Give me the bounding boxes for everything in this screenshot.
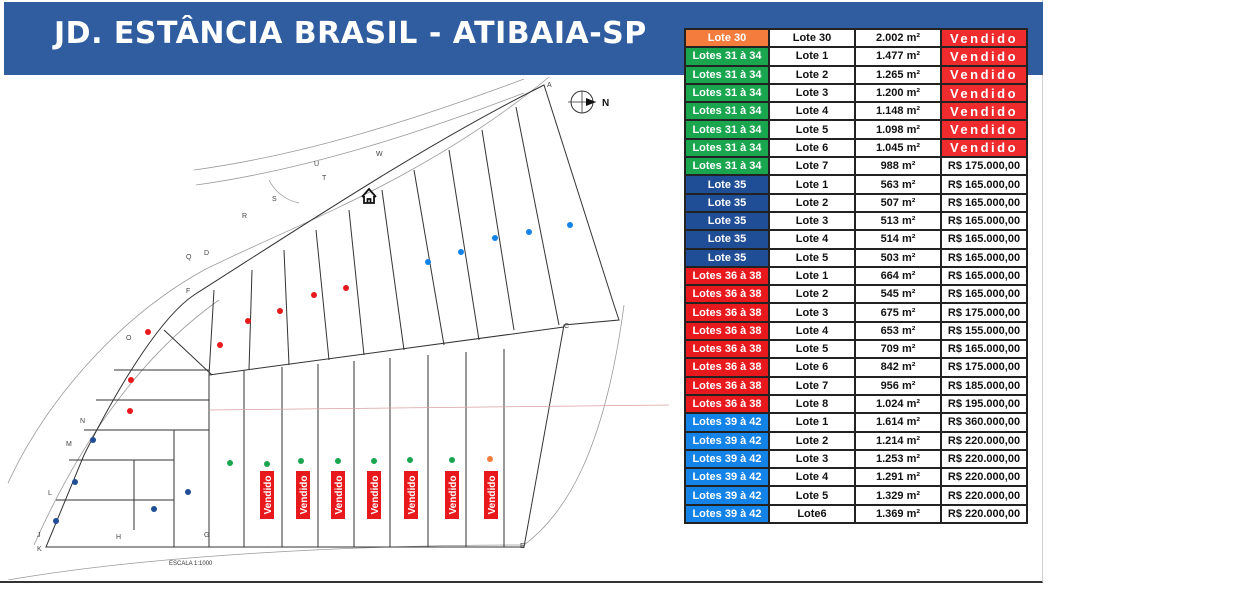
lot-price-cell: R$ 220.000,00	[941, 486, 1027, 504]
table-row	[685, 139, 1027, 157]
lot-group-cell: Lotes 36 à 38	[685, 285, 769, 303]
lot-marker-dot	[72, 479, 78, 485]
lot-area-cell: 1.098 m²	[855, 120, 941, 138]
lot-line	[349, 210, 364, 355]
lot-marker-dot	[90, 437, 96, 443]
lot-number-cell: Lote 1	[769, 413, 855, 431]
lot-number-cell: Lote 7	[769, 157, 855, 175]
sold-status-cell: Vendido	[941, 47, 1027, 65]
table-row	[685, 450, 1027, 468]
lot-number-cell: Lote 3	[769, 84, 855, 102]
sold-status-cell: Vendido	[941, 102, 1027, 120]
lot-price-cell: R$ 175.000,00	[941, 358, 1027, 376]
table-row	[685, 486, 1027, 504]
lot-area-cell: 1.265 m²	[855, 66, 941, 84]
lot-group-cell: Lote 35	[685, 212, 769, 230]
sold-badge	[367, 471, 381, 519]
sold-badge	[484, 471, 498, 519]
table-row	[685, 157, 1027, 175]
sold-badge	[404, 471, 418, 519]
lot-marker-dot	[311, 292, 317, 298]
lot-price-cell: R$ 220.000,00	[941, 505, 1027, 523]
corner-letter-e: E	[520, 543, 525, 550]
lot-area-cell: 545 m²	[855, 285, 941, 303]
lot-line	[209, 290, 214, 375]
sold-badge	[260, 471, 274, 519]
lot-area-cell: 2.002 m²	[855, 29, 941, 47]
corner-letter-j: J	[37, 532, 41, 539]
lot-number-cell: Lote 3	[769, 450, 855, 468]
lot-area-cell: 709 m²	[855, 340, 941, 358]
sold-status-cell: Vendido	[941, 29, 1027, 47]
lot-area-cell: 503 m²	[855, 249, 941, 267]
lot-marker-dot	[526, 229, 532, 235]
lot-number-cell: Lote 2	[769, 194, 855, 212]
lot-line	[164, 330, 212, 375]
corner-letter-h: H	[116, 534, 122, 541]
lot-group-cell: Lotes 36 à 38	[685, 267, 769, 285]
lot-number-cell: Lote 5	[769, 120, 855, 138]
table-row	[685, 358, 1027, 376]
lot-group-cell: Lotes 39 à 42	[685, 486, 769, 504]
table-row	[685, 249, 1027, 267]
corner-letter-q: Q	[186, 254, 192, 261]
lot-area-cell: 1.045 m²	[855, 139, 941, 157]
lot-marker-dot	[425, 259, 431, 265]
lot-number-cell: Lote 5	[769, 340, 855, 358]
lot-group-cell: Lotes 39 à 42	[685, 505, 769, 523]
sold-badge-label: Vendido	[334, 475, 345, 515]
lot-area-cell: 675 m²	[855, 303, 941, 321]
lot-number-cell: Lote 1	[769, 175, 855, 193]
lot-area-cell: 1.214 m²	[855, 432, 941, 450]
lot-area-cell: 1.024 m²	[855, 395, 941, 413]
lot-number-cell: Lote 8	[769, 395, 855, 413]
lot-group-cell: Lotes 39 à 42	[685, 432, 769, 450]
lot-area-cell: 507 m²	[855, 194, 941, 212]
corner-letter-a: A	[547, 82, 552, 89]
table-row	[685, 377, 1027, 395]
lot-group-cell: Lotes 31 à 34	[685, 120, 769, 138]
lot-number-cell: Lote 4	[769, 102, 855, 120]
sold-status-cell: Vendido	[941, 84, 1027, 102]
corner-letter-r: R	[242, 213, 248, 220]
lot-area-cell: 1.291 m²	[855, 468, 941, 486]
lot-number-cell: Lote 5	[769, 486, 855, 504]
lot-number-cell: Lote 30	[769, 29, 855, 47]
lot-price-cell: R$ 165.000,00	[941, 230, 1027, 248]
lot-number-cell: Lote 2	[769, 432, 855, 450]
sold-badge-label: Vendido	[407, 475, 418, 515]
lot-group-cell: Lote 35	[685, 194, 769, 212]
lot-price-cell: R$ 220.000,00	[941, 468, 1027, 486]
lot-marker-dot	[487, 456, 493, 462]
street-top-outer	[194, 79, 524, 170]
table-row	[685, 322, 1027, 340]
lot-group-cell: Lotes 31 à 34	[685, 66, 769, 84]
lot-marker-dot	[185, 489, 191, 495]
lot-number-cell: Lote 2	[769, 285, 855, 303]
lot-area-cell: 956 m²	[855, 377, 941, 395]
sold-badge	[331, 471, 345, 519]
lot-marker-dot	[567, 222, 573, 228]
lot-number-cell: Lote 3	[769, 212, 855, 230]
house-icon	[362, 189, 376, 203]
table-row	[685, 175, 1027, 193]
lot-group-cell: Lotes 36 à 38	[685, 395, 769, 413]
sold-badges	[260, 471, 498, 519]
lot-line	[209, 327, 564, 375]
lot-marker-dot	[458, 249, 464, 255]
table-row	[685, 340, 1027, 358]
lot-line	[449, 150, 479, 340]
lot-line	[284, 250, 289, 365]
corner-letter-c: C	[564, 323, 570, 330]
lot-group-cell: Lotes 31 à 34	[685, 157, 769, 175]
lot-price-cell: R$ 360.000,00	[941, 413, 1027, 431]
table-row	[685, 303, 1027, 321]
table-row	[685, 395, 1027, 413]
corner-letter-o: O	[126, 335, 132, 342]
lot-group-cell: Lotes 39 à 42	[685, 468, 769, 486]
lot-area-cell: 1.477 m²	[855, 47, 941, 65]
lot-group-cell: Lotes 36 à 38	[685, 377, 769, 395]
lot-marker-dot	[245, 318, 251, 324]
lot-area-cell: 513 m²	[855, 212, 941, 230]
table-row	[685, 84, 1027, 102]
corner-letter-t: T	[322, 175, 327, 182]
lot-group-cell: Lotes 31 à 34	[685, 102, 769, 120]
corner-letter-d: D	[204, 250, 210, 257]
corner-letter-g: G	[204, 532, 210, 539]
lot-group-cell: Lote 30	[685, 29, 769, 47]
north-arrow-icon	[568, 91, 609, 113]
lot-line	[382, 190, 404, 350]
lot-number-cell: Lote 2	[769, 66, 855, 84]
table-row	[685, 212, 1027, 230]
table-row	[685, 194, 1027, 212]
lot-area-cell: 514 m²	[855, 230, 941, 248]
street-top-line	[196, 93, 524, 185]
lot-marker-dot	[449, 457, 455, 463]
corner-letter-s: S	[272, 196, 277, 203]
sold-badge-label: Vendido	[263, 475, 274, 515]
page-title: JD. ESTÂNCIA BRASIL - ATIBAIA-SP	[54, 16, 647, 51]
lot-price-cell: R$ 165.000,00	[941, 194, 1027, 212]
sold-badge	[445, 471, 459, 519]
lot-group-cell: Lotes 36 à 38	[685, 358, 769, 376]
table-row	[685, 66, 1027, 84]
lot-area-cell: 988 m²	[855, 157, 941, 175]
lot-price-cell: R$ 155.000,00	[941, 322, 1027, 340]
corner-letter-k: K	[37, 546, 42, 553]
lot-area-cell: 1.614 m²	[855, 413, 941, 431]
lot-line	[516, 107, 559, 325]
lot-marker-dot	[227, 460, 233, 466]
lot-price-cell: R$ 175.000,00	[941, 303, 1027, 321]
lot-group-cell: Lotes 39 à 42	[685, 450, 769, 468]
corner-letter-l: L	[48, 490, 52, 497]
table-row	[685, 285, 1027, 303]
lot-area-cell: 1.369 m²	[855, 505, 941, 523]
scale-label: ESCALA 1:1000	[169, 561, 213, 567]
lot-area-cell: 1.148 m²	[855, 102, 941, 120]
lot-group-cell: Lotes 31 à 34	[685, 84, 769, 102]
corner-letter-w: W	[376, 151, 383, 158]
table-row	[685, 230, 1027, 248]
lot-group-cell: Lotes 36 à 38	[685, 322, 769, 340]
lot-number-cell: Lote 7	[769, 377, 855, 395]
lot-number-cell: Lote 1	[769, 47, 855, 65]
table-row	[685, 47, 1027, 65]
corner-letter-n: N	[80, 418, 86, 425]
table-row	[685, 29, 1027, 47]
lot-price-cell: R$ 165.000,00	[941, 175, 1027, 193]
lot-line	[316, 230, 329, 360]
lot-area-cell: 842 m²	[855, 358, 941, 376]
lot-group-cell: Lotes 36 à 38	[685, 303, 769, 321]
lot-number-cell: Lote 4	[769, 468, 855, 486]
table-row	[685, 120, 1027, 138]
lot-marker-dot	[277, 308, 283, 314]
lot-number-cell: Lote 3	[769, 303, 855, 321]
sold-badge-label: Vendido	[487, 475, 498, 515]
corner-letter-u: U	[314, 161, 320, 168]
lot-marker-dot	[127, 408, 133, 414]
lot-area-cell: 1.253 m²	[855, 450, 941, 468]
lot-area-cell: 653 m²	[855, 322, 941, 340]
sold-badge-label: Vendido	[299, 475, 310, 515]
north-label: N	[602, 98, 610, 109]
price-table-wrapper	[684, 28, 1028, 524]
lot-price-cell: R$ 195.000,00	[941, 395, 1027, 413]
lot-number-cell: Lote 4	[769, 322, 855, 340]
lot-line	[482, 130, 514, 330]
table-row	[685, 432, 1027, 450]
lot-marker-dot	[407, 457, 413, 463]
lot-price-cell: R$ 220.000,00	[941, 432, 1027, 450]
lot-area-cell: 563 m²	[855, 175, 941, 193]
lot-group-cell: Lote 35	[685, 249, 769, 267]
lot-number-cell: Lote 1	[769, 267, 855, 285]
table-row	[685, 468, 1027, 486]
table-row	[685, 505, 1027, 523]
lot-group-cell: Lotes 31 à 34	[685, 47, 769, 65]
lot-marker-dot	[343, 285, 349, 291]
lot-area-cell: 664 m²	[855, 267, 941, 285]
lot-price-cell: R$ 165.000,00	[941, 212, 1027, 230]
lot-number-cell: Lote 6	[769, 139, 855, 157]
lot-number-cell: Lote6	[769, 505, 855, 523]
table-row	[685, 102, 1027, 120]
lot-marker-dot	[298, 458, 304, 464]
lot-group-cell: Lotes 31 à 34	[685, 139, 769, 157]
corner-letter-m: M	[66, 441, 72, 448]
lot-marker-dot	[492, 235, 498, 241]
lot-area-cell: 1.200 m²	[855, 84, 941, 102]
lot-group-cell: Lote 35	[685, 230, 769, 248]
lot-price-cell: R$ 185.000,00	[941, 377, 1027, 395]
lot-group-cell: Lotes 39 à 42	[685, 413, 769, 431]
lot-price-cell: R$ 220.000,00	[941, 450, 1027, 468]
lot-marker-dot	[217, 342, 223, 348]
sold-status-cell: Vendido	[941, 120, 1027, 138]
sold-badge-label: Vendido	[448, 475, 459, 515]
price-table-body	[685, 29, 1027, 523]
lot-price-cell: R$ 165.000,00	[941, 249, 1027, 267]
table-row	[685, 267, 1027, 285]
lot-marker-dot	[371, 458, 377, 464]
lot-marker-dot	[264, 461, 270, 467]
lot-number-cell: Lote 5	[769, 249, 855, 267]
lot-marker-dot	[128, 377, 134, 383]
lot-marker-dot	[151, 506, 157, 512]
corner-letter-f: F	[186, 288, 191, 295]
reference-line	[209, 405, 669, 410]
sold-badge-label: Vendido	[370, 475, 381, 515]
lot-line	[414, 170, 444, 345]
lot-number-cell: Lote 4	[769, 230, 855, 248]
lot-price-cell: R$ 165.000,00	[941, 340, 1027, 358]
lot-number-cell: Lote 6	[769, 358, 855, 376]
lot-marker-dot	[335, 458, 341, 464]
sold-badge	[296, 471, 310, 519]
lot-price-cell: R$ 165.000,00	[941, 267, 1027, 285]
lot-group-cell: Lote 35	[685, 175, 769, 193]
street-right	[524, 305, 624, 545]
subdivision-plan	[4, 75, 674, 580]
price-table	[684, 28, 1028, 524]
table-row	[685, 413, 1027, 431]
lot-marker-dot	[145, 329, 151, 335]
lot-marker-dot	[53, 518, 59, 524]
lot-group-cell: Lotes 36 à 38	[685, 340, 769, 358]
sold-status-cell: Vendido	[941, 66, 1027, 84]
street-curb-outer	[8, 77, 549, 483]
sold-status-cell: Vendido	[941, 139, 1027, 157]
lot-price-cell: R$ 175.000,00	[941, 157, 1027, 175]
lot-price-cell: R$ 165.000,00	[941, 285, 1027, 303]
street-bottom	[8, 545, 524, 580]
lot-area-cell: 1.329 m²	[855, 486, 941, 504]
